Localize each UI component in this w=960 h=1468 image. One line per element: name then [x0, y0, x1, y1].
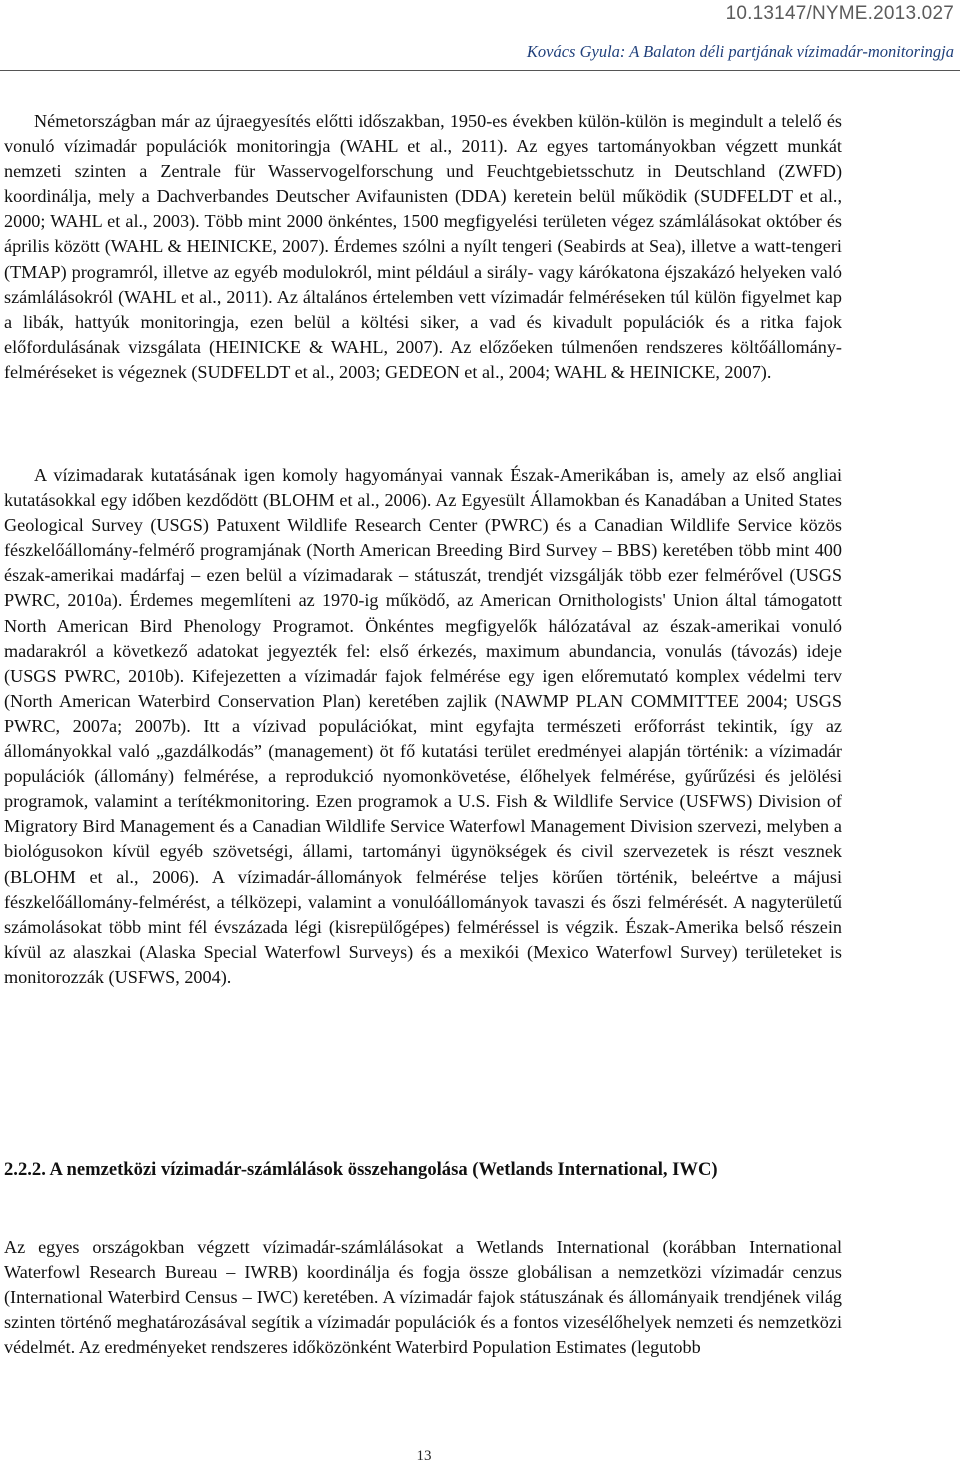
- paragraph-text: Az egyes országokban végzett vízimadár-számlálásokat a Wetlands International (korábban International Waterfowl Research Bureau – IWRB) koordinálja és fogja össze globálisan a nemzetközi vízimadár cenzus (International Waterbird Census – IWC) keretében. A vízimadár fajok státuszának és állományaik trendjének világ szinten történő meghatározásával segítik a vízimadár populációk és a fontos vizesélőhelyek nemzeti és nemzetközi védelmét. Az eredményeket rendszeres időközönként Waterbird Population Estimates (legutobb: [4, 1237, 842, 1358]
- paragraph-north-america: [4, 463, 842, 990]
- doi-label: 10.13147/NYME.2013.027: [725, 3, 954, 24]
- section-heading: 2.2.2. A nemzetközi vízimadár-számlálások összehangolása (Wetlands International, IWC): [4, 1159, 718, 1180]
- paragraph-text: A vízimadarak kutatásának igen komoly hagyományai vannak Észak-Amerikában is, amely az első angliai kutatásokkal egy időben kezdődött (BLOHM et al., 2006). Az Egyesült Államokban és Kanadában a United States Geological Survey (USGS) Patuxent Wildlife Research Center (PWRC) és a Canadian Wildlife Service közös fészkelőállomány-felmérő programjának (North American Breeding Bird Survey – BBS) keretében több mint 400 észak-amerikai madárfaj – ezen belül a vízimadarak – státuszát, trendjét vizsgálják több ezer felmérővel (USGS PWRC, 2010a). Érdemes megemlíteni az 1970-ig működő, az American Ornithologists' Union által támogatott North American Bird Phenology Programot. Önkéntes megfigyelők hálózatával az észak-amerikai vonuló madarakról a következő adatokat jegyezték fel: első érkezés, maximum abundancia, vonulás (távozás) ideje (USGS PWRC, 2010b). Kifejezetten a vízimadár fajok felmérése egy igen előremutató komplex védelmi terv (North American Waterbird Conservation Plan) keretében zajlik (NAWMP PLAN COMMITTEE 2004; USGS PWRC, 2007a; 2007b). Itt a vízivad populációkat, mint egyfajta természeti erőforrást tekintik, így az állományokkal való „gazdálkodás” (management) öt fő kutatási terület eredményei alapján történik: a vízimadár populációk (állomány) felmérése, a reprodukció nyomonkövetése, élőhelyek felmérése, gyűrűzési és jelölési programok, valamint a terítékmonitoring. Ezen programok a U.S. Fish & Wildlife Service (USFWS) Division of Migratory Bird Management és a Canadian Wildlife Service Waterfowl Management Division szervezi, melyben a biológusokon kívül egyéb szövetségi, állami, tartományi ügynökségek és civil szervezetek is részt vesznek (BLOHM et al., 2006). A vízimadár-állományok felmérése teljes körűen történik, beleértve a májusi fészkelőállomány-felmérést, a télközepi, valamint a vonulóállományok tavaszi és őszi felmérését. A nagyterületű számolásokat több mint fél évszázada légi (kisrepülőgépes) felméréssel is végzik. Észak-Amerika belső részein kívül az alaszkai (Alaska Special Waterfowl Surveys) és a mexikói (Mexico Waterfowl Survey) területeket is monitorozzák (USFWS, 2004).: [4, 465, 842, 987]
- paragraph-text: Németországban már az újraegyesítés előtti időszakban, 1950-es években külön-külön is megindult a telelő és vonuló vízimadár populációk monitoringja (WAHL et al., 2011). Az egyes tartományokban végzett munkát nemzeti szinten a Zentrale für Wasservogelforschung und Feuchtgebietsschutz in Deutschland (ZWFD) koordinálja, mely a Dachverbandes Deutscher Avifaunisten (DDA) keretein belül működik (SUDFELDT et al., 2000; WAHL et al., 2003). Több mint 2000 önkéntes, 1500 megfigyelési területen végez számlálásokat október és április között (WAHL & HEINICKE, 2007). Érdemes szólni a nyílt tengeri (Seabirds at Sea), illetve a watt-tengeri (TMAP) programról, illetve az egyéb modulokról, mint például a sirály- vagy kárókatona éjszakázó helyeken való számlálásokról (WAHL et al., 2011). Az általános értelemben vett vízimadár felméréseken túl külön figyelmet kap a libák, hattyúk monitoringja, ezen belül a költési siker, a vad és kivadult populációk és a ritka fajok előfordulásának vizsgálata (HEINICKE & WAHL, 2007). Az előzőeken túlmenően rendszeres költőállomány-felméréseket is végeznek (SUDFELDT et al., 2003; GEDEON et al., 2004; WAHL & HEINICKE, 2007).: [4, 111, 842, 382]
- header-divider: [0, 70, 960, 71]
- paragraph-germany: [4, 109, 842, 385]
- running-title: Kovács Gyula: A Balaton déli partjának vízimadár-monitoringja: [526, 42, 954, 61]
- paragraph-wetlands-international: [4, 1235, 842, 1360]
- page-number: 13: [416, 1448, 432, 1464]
